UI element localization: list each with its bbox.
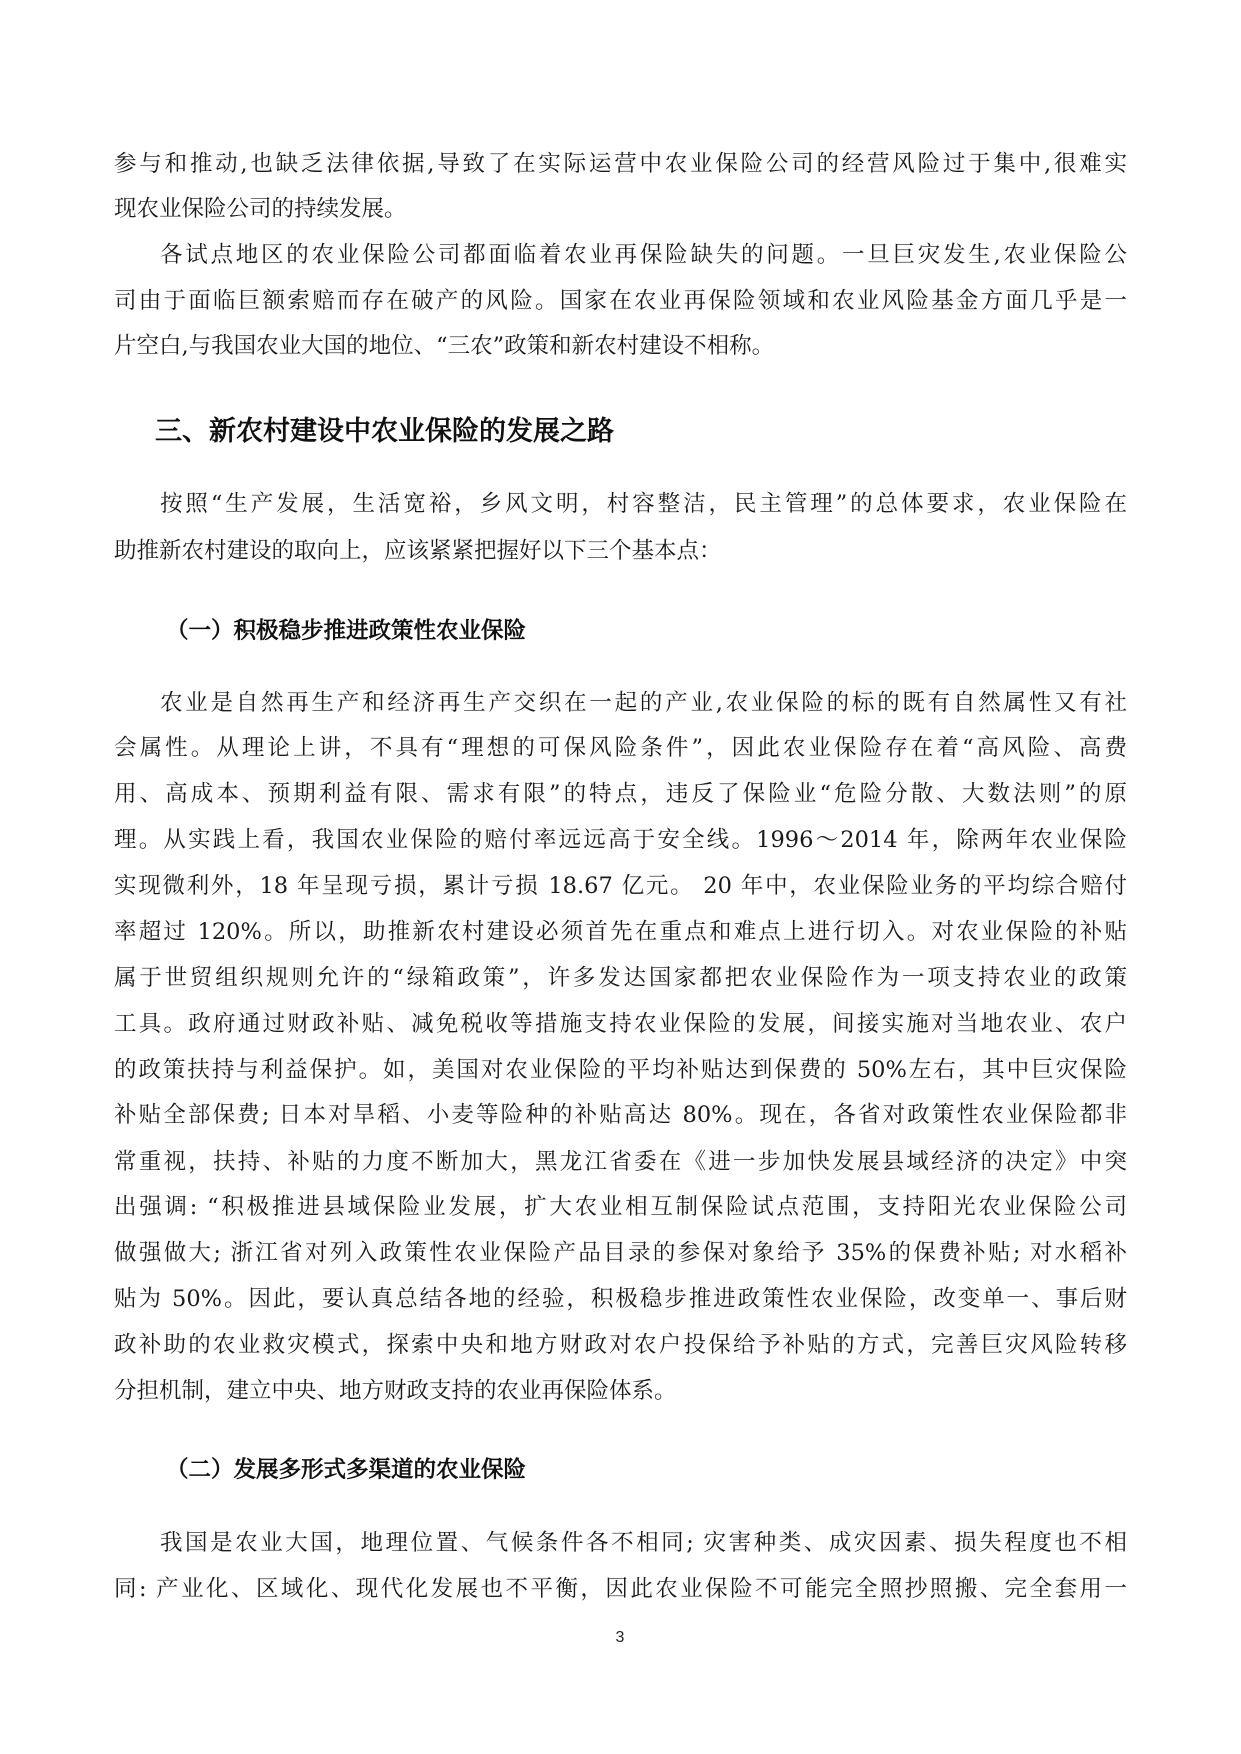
paragraph-line: 的政策扶持与利益保护。如，美国对农业保险的平均补贴达到保费的 50%左右，其中巨灾保险 xyxy=(114,1057,1127,1083)
paragraph-line: 会属性。从理论上讲，不具有“理想的可保风险条件”，因此农业保险存在着“高风险、高费 xyxy=(114,735,1127,761)
subsection-heading: （一）积极稳步推进政策性农业保险 xyxy=(166,618,527,644)
section-heading: 三、新农村建设中农业保险的发展之路 xyxy=(155,416,614,447)
paragraph-line: 现农业保险公司的持续发展。 xyxy=(114,196,407,222)
paragraph-line: 司由于面临巨额索赔而存在破产的风险。国家在农业再保险领域和农业风险基金方面几乎是一 xyxy=(114,288,1127,314)
subsection-heading: （二）发展多形式多渠道的农业保险 xyxy=(166,1457,527,1483)
paragraph-line: 用、高成本、预期利益有限、需求有限”的特点，违反了保险业“危险分散、大数法则”的原 xyxy=(114,781,1127,807)
paragraph-line: 补贴全部保费; 日本对旱稻、小麦等险种的补贴高达 80%。现在，各省对政策性农业保险都非 xyxy=(114,1102,1127,1128)
paragraph-line: 我国是农业大国，地理位置、气候条件各不相同; 灾害种类、成灾因素、损失程度也不相 xyxy=(160,1530,1127,1556)
paragraph-line: 常重视，扶持、补贴的力度不断加大，黑龙江省委在《进一步加快发展县域经济的决定》中突 xyxy=(114,1149,1127,1175)
paragraph-line: 工具。政府通过财政补贴、减免税收等措施支持农业保险的发展，间接实施对当地农业、农户 xyxy=(114,1011,1127,1037)
paragraph-line: 出强调: “积极推进县域保险业发展，扩大农业相互制保险试点范围，支持阳光农业保险公司 xyxy=(114,1194,1127,1220)
paragraph-line: 政补助的农业救灾模式，探索中央和地方财政对农户投保给予补贴的方式，完善巨灾风险转移 xyxy=(114,1332,1127,1358)
paragraph-line: 按照“生产发展，生活宽裕，乡风文明，村容整洁，民主管理”的总体要求，农业保险在 xyxy=(160,491,1127,517)
paragraph-line: 助推新农村建设的取向上，应该紧紧把握好以下三个基本点： xyxy=(114,538,722,564)
paragraph-line: 参与和推动,也缺乏法律依据,导致了在实际运营中农业保险公司的经营风险过于集中,很难实 xyxy=(114,151,1127,177)
paragraph-line: 做强做大; 浙江省对列入政策性农业保险产品目录的参保对象给予 35%的保费补贴; 对水稻补 xyxy=(114,1240,1127,1266)
paragraph-line: 理。从实践上看，我国农业保险的赔付率远远高于安全线。1996～2014 年，除两年农业保险 xyxy=(114,827,1127,853)
paragraph-line: 农业是自然再生产和经济再生产交织在一起的产业,农业保险的标的既有自然属性又有社 xyxy=(160,690,1127,716)
paragraph-line: 同: 产业化、区域化、现代化发展也不平衡，因此农业保险不可能完全照抄照搬、完全套用一 xyxy=(114,1576,1127,1602)
paragraph-line: 属于世贸组织规则允许的“绿箱政策”，许多发达国家都把农业保险作为一项支持农业的政策 xyxy=(114,965,1127,991)
page-number: 3 xyxy=(615,1629,625,1646)
paragraph-line: 片空白,与我国农业大国的地位、“三农”政策和新农村建设不相称。 xyxy=(114,333,775,359)
paragraph-line: 实现微利外，18 年呈现亏损，累计亏损 18.67 亿元。 20 年中，农业保险业务的平均综合赔付 xyxy=(114,873,1127,899)
paragraph-line: 各试点地区的农业保险公司都面临着农业再保险缺失的问题。一旦巨灾发生,农业保险公 xyxy=(160,242,1127,268)
paragraph-line: 分担机制，建立中央、地方财政支持的农业再保险体系。 xyxy=(114,1378,677,1404)
paragraph-line: 率超过 120%。所以，助推新农村建设必须首先在重点和难点上进行切入。对农业保险的补贴 xyxy=(114,919,1127,945)
paragraph-line: 贴为 50%。因此，要认真总结各地的经验，积极稳步推进政策性农业保险，改变单一、事后财 xyxy=(114,1286,1127,1312)
